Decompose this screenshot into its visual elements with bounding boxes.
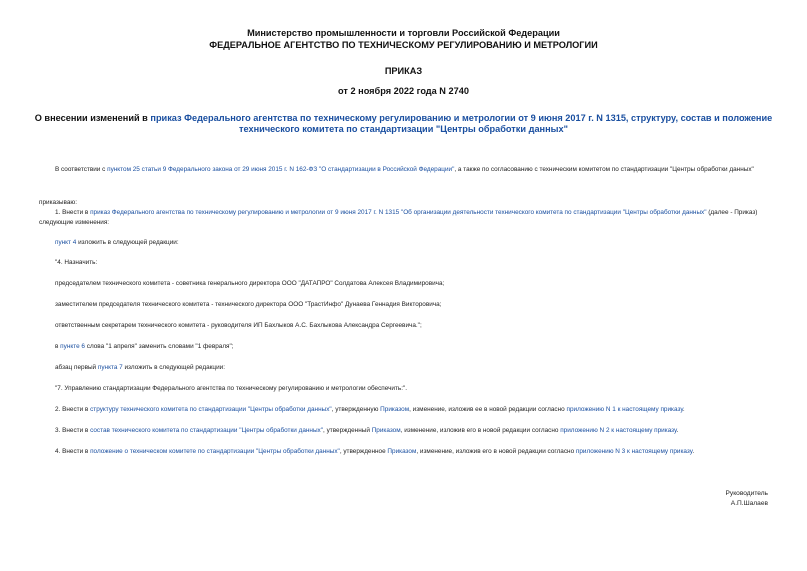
item3-composition-link[interactable]: состав технического комитета по стандартизации "Центры обработки данных": [90, 427, 324, 434]
signature-name: А.П.Шалаев: [730, 500, 768, 507]
quote-4: "4. Назначить:: [55, 259, 98, 266]
point4-line: [55, 238, 179, 248]
secretary-line: ответственным секретарем технического комитета - руководителя ИП Бахлыков А.С. Бахлыкова Александра Сергеевича.";: [55, 322, 422, 329]
item4-text-3: , изменение, изложив его в новой редакции согласно: [416, 448, 576, 455]
doc-title: [30, 113, 777, 135]
item-2: [55, 405, 685, 415]
item4-text-4: .: [692, 448, 695, 455]
intro-text-1: В соответствии с: [55, 166, 108, 173]
item3-text-2: , утвержденный: [323, 427, 372, 434]
signature-role: Руководитель: [725, 490, 768, 497]
point7-text-1: абзац первый: [55, 364, 98, 371]
deputy-line: заместителем председателя технического комитета - технического директора ООО "ТрастИнфо" Дунаева Геннадия Викторовича;: [55, 301, 442, 308]
item4-text-1: 4. Внести в: [55, 448, 91, 455]
item2-order-link[interactable]: Приказом: [380, 406, 410, 413]
intro-text-2: , а также по согласованию с техническим комитетом по стандартизации "Центры обработки данных": [454, 166, 754, 173]
date-line: от 2 ноября 2022 года N 2740: [338, 86, 469, 96]
intro-law-link[interactable]: пунктом 25 статьи 9 Федерального закона от 29 июня 2015 г. N 162-ФЗ "О стандартизации в Российской Федерации": [107, 166, 455, 173]
title-link[interactable]: приказ Федерального агентства по техническому регулированию и метрологии от 9 июня 2017 г. N 1315, структуру, состав и положение технического комитета по стандартизации "Центры обработки данных": [150, 113, 773, 134]
item4-order-link[interactable]: Приказом: [387, 448, 417, 455]
item3-text-4: .: [676, 427, 679, 434]
point6-link[interactable]: пункте 6: [60, 343, 85, 350]
item1-order-link[interactable]: приказ Федерального агентства по техническому регулированию и метрологии от 9 июня 2017 г. N 1315 "Об организации деятельности технического комитета по стандартизации "Центры обработки данных": [90, 209, 707, 216]
point7-text-2: изложить в следующей редакции:: [122, 364, 225, 371]
chair-line: председателем технического комитета - советника генерального директора ООО "ДАТАПРО" Солдатова Алексея Владимировича;: [55, 280, 445, 287]
item2-text-3: , изменение, изложив ее в новой редакции согласно: [409, 406, 567, 413]
point7-line: [55, 363, 225, 373]
ministry-line: Министерство промышленности и торговли Российской Федерации: [247, 28, 560, 38]
point6-text-1: в: [55, 343, 61, 350]
point6-text-2: слова "1 апреля" заменить словами "1 февраля";: [84, 343, 234, 350]
item-3: [55, 426, 678, 436]
item3-text-1: 3. Внести в: [55, 427, 91, 434]
item4-text-2: , утвержденное: [339, 448, 388, 455]
item1-text-2: (далее - Приказ) следующие изменения:: [39, 209, 758, 226]
item2-text-1: 2. Внести в: [55, 406, 91, 413]
order-word: приказываю:: [39, 199, 77, 206]
item3-order-link[interactable]: Приказом: [371, 427, 401, 434]
signature-block: [726, 489, 768, 509]
point4-link[interactable]: пункт 4: [55, 239, 77, 246]
point4-text: изложить в следующей редакции:: [76, 239, 179, 246]
item4-appendix-link[interactable]: приложению N 3 к настоящему приказу: [575, 448, 693, 455]
item-4: [55, 447, 694, 457]
quote-7: "7. Управлению стандартизации Федерального агентства по техническому регулированию и метрологии обеспечить:".: [55, 385, 408, 392]
item2-appendix-link[interactable]: приложению N 1 к настоящему приказу: [566, 406, 683, 413]
point6-line: [55, 342, 234, 352]
title-lead: О внесении изменений в: [34, 113, 151, 123]
point7-link[interactable]: пункта 7: [97, 364, 123, 371]
item4-regulation-link[interactable]: положение о техническом комитете по стандартизации "Центры обработки данных": [90, 448, 340, 455]
item3-appendix-link[interactable]: приложению N 2 к настоящему приказу: [560, 427, 677, 434]
item-1: [39, 208, 768, 227]
item1-text-1: 1. Внести в: [55, 209, 91, 216]
item3-text-3: , изменение, изложив его в новой редакции согласно: [400, 427, 561, 434]
doc-type: ПРИКАЗ: [384, 66, 423, 76]
item2-structure-link[interactable]: структуру технического комитета по стандартизации "Центры обработки данных": [90, 406, 332, 413]
agency-line: ФЕДЕРАЛЬНОЕ АГЕНТСТВО ПО ТЕХНИЧЕСКОМУ РЕГУЛИРОВАНИЮ И МЕТРОЛОГИИ: [209, 40, 598, 50]
item2-text-2: , утвержденную: [331, 406, 381, 413]
item2-text-4: .: [682, 406, 685, 413]
intro-paragraph: [39, 165, 768, 175]
